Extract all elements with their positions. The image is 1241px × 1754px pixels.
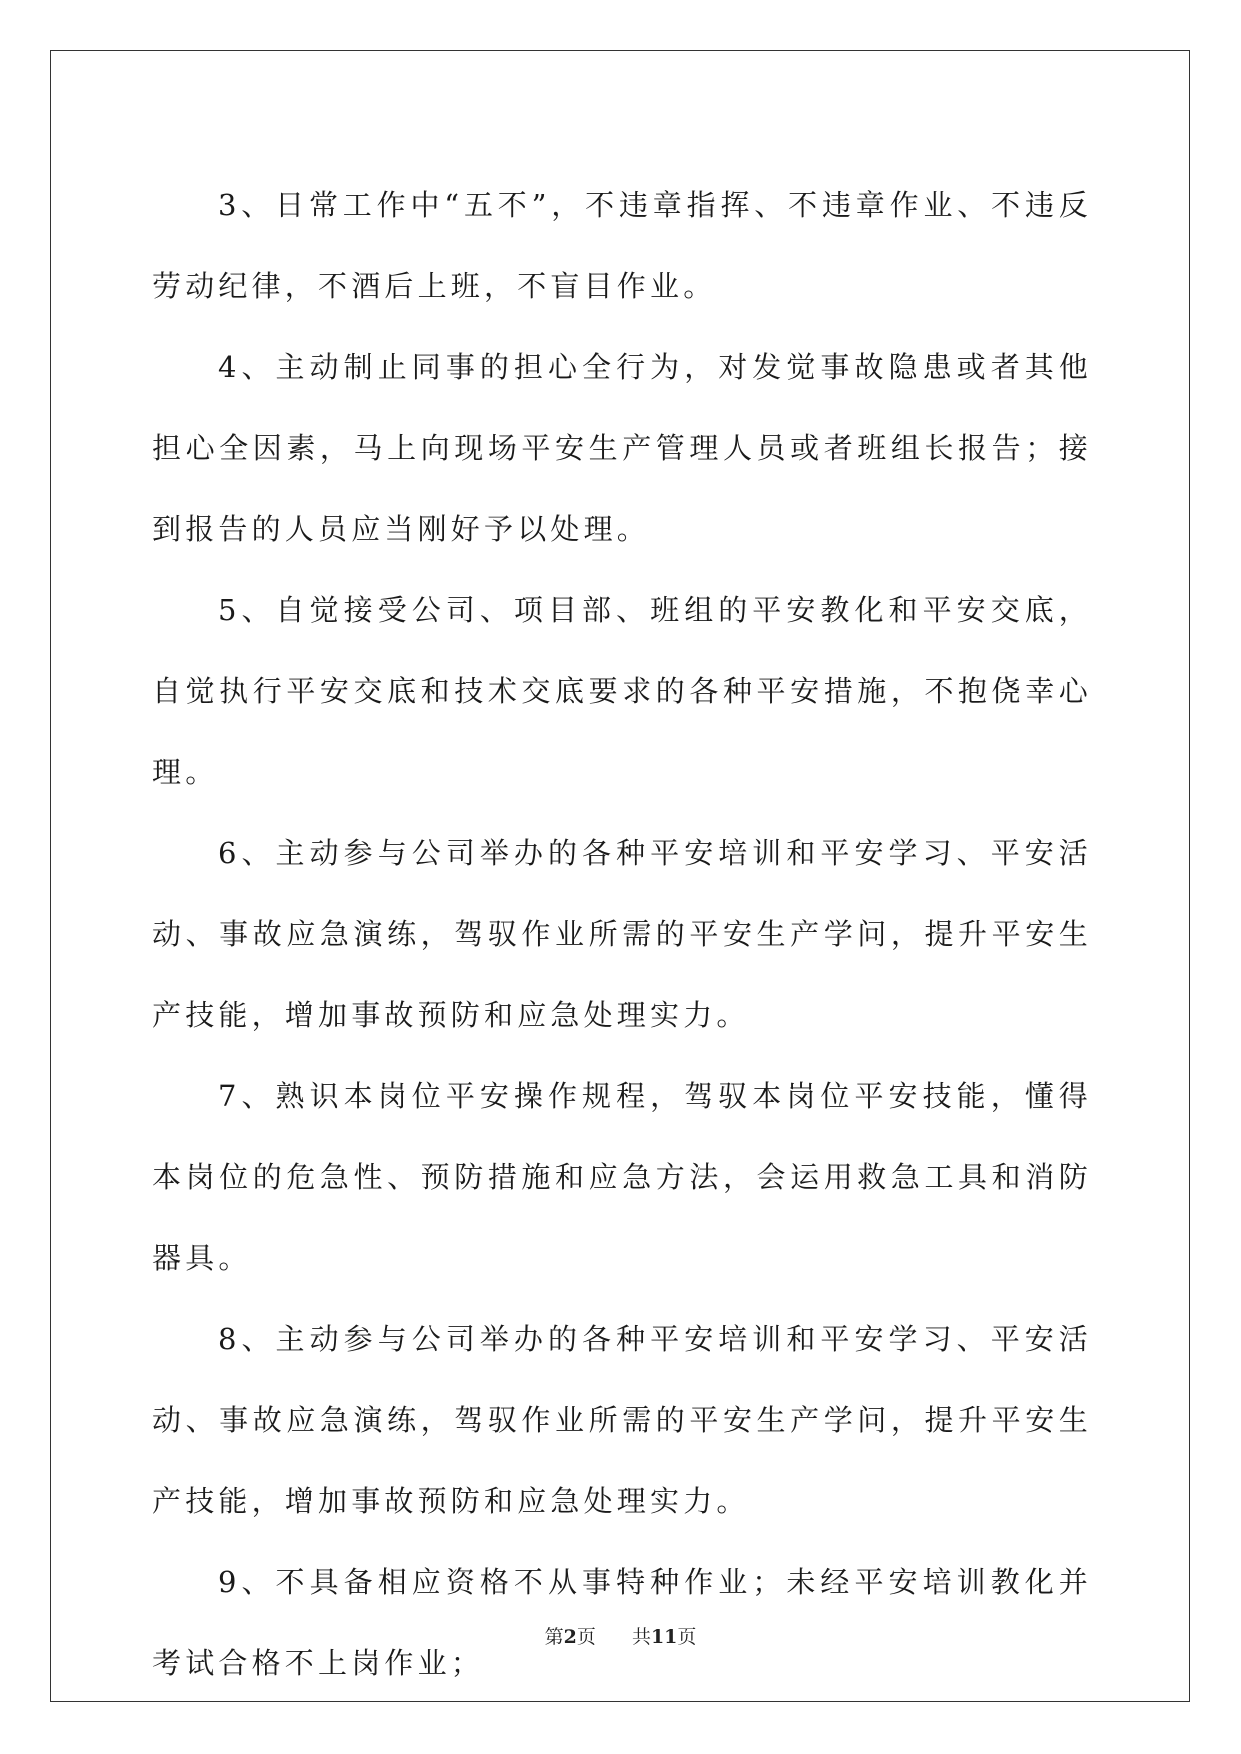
paragraph-item-6: 6、主动参与公司举办的各种平安培训和平安学习、平安活动、事故应急演练，驾驭作业所需的平安生产学问，提升平安生产技能，增加事故预防和应急处理实力。 [152, 836, 1092, 1032]
page-footer [0, 1622, 1241, 1649]
page-suffix: 页 [576, 1626, 596, 1648]
total-prefix: 共 [631, 1626, 651, 1648]
paragraph-item-5: 5、自觉接受公司、项目部、班组的平安教化和平安交底，自觉执行平安交底和技术交底要求的各种平安措施，不抱侥幸心理。 [152, 593, 1092, 789]
paragraph-item-9: 9、不具备相应资格不从事特种作业；未经平安培训教化并考试合格不上岗作业； [152, 1565, 1092, 1680]
total-page-count: 11 [650, 1626, 678, 1648]
page-prefix: 第 [544, 1626, 564, 1648]
paragraph-item-4: 4、主动制止同事的担心全行为，对发觉事故隐患或者其他担心全因素，马上向现场平安生产管理人员或者班组长报告；接到报告的人员应当刚好予以处理。 [152, 350, 1092, 546]
paragraph-item-7: 7、熟识本岗位平安操作规程，驾驭本岗位平安技能，懂得本岗位的危急性、预防措施和应急方法，会运用救急工具和消防器具。 [152, 1079, 1092, 1275]
total-pages-indicator [632, 1622, 696, 1649]
total-suffix: 页 [677, 1626, 697, 1648]
paragraph-item-8: 8、主动参与公司举办的各种平安培训和平安学习、平安活动、事故应急演练，驾驭作业所需的平安生产学问，提升平安生产技能，增加事故预防和应急处理实力。 [152, 1322, 1092, 1518]
current-page-number: 2 [563, 1626, 577, 1648]
document-body [152, 165, 1092, 1704]
paragraph-item-3: 3、日常工作中“五不”，不违章指挥、不违章作业、不违反劳动纪律，不酒后上班，不盲目作业。 [152, 188, 1092, 303]
page-number-indicator [545, 1622, 596, 1649]
